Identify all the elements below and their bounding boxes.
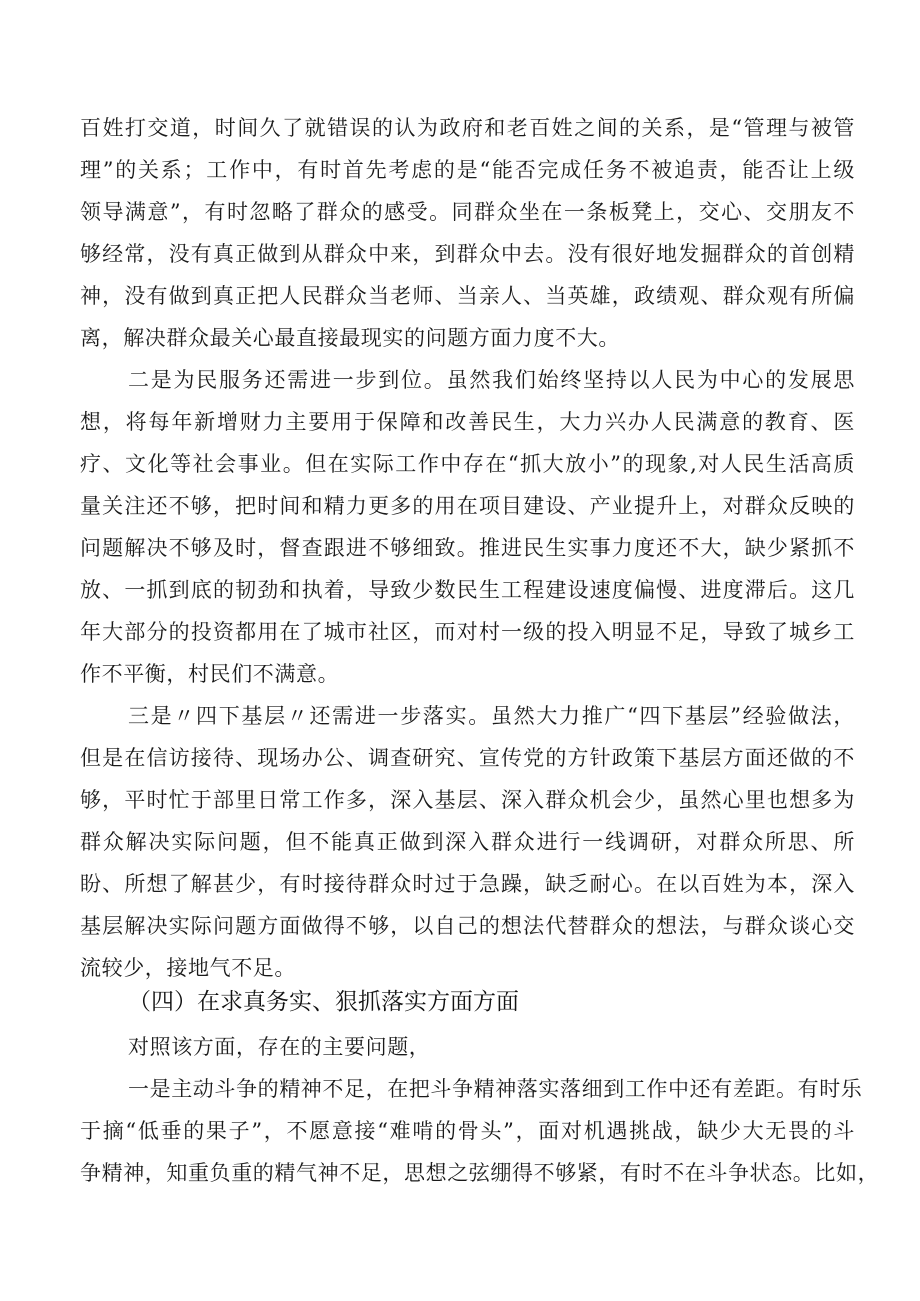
text-line: 基层解决实际问题方面做得不够，以自己的想法代替群众的想法，与群众谈心交 (80, 914, 855, 938)
text-line: 够，平时忙于部里日常工作多，深入基层、深入群众机会少，虽然心里也想多为 (80, 788, 855, 812)
section-heading: （四）在求真务实、狠抓落实方面方面 (128, 989, 519, 1015)
text-line: 群众解决实际问题，但不能真正做到深入群众进行一线调研，对群众所思、所 (80, 830, 855, 854)
text-line: 够经常，没有真正做到从群众中来，到群众中去。没有很好地发掘群众的首创精 (80, 242, 855, 266)
text-line: 流较少，接地气不足。 (80, 956, 296, 980)
text-line: 二是为民服务还需进一步到位。虽然我们始终坚持以人民为中心的发展思 (128, 368, 855, 392)
text-line: 问题解决不够及时，督查跟进不够细致。推进民生实事力度还不大，缺少紧抓不 (80, 536, 855, 560)
text-line: 一是主动斗争的精神不足，在把斗争精神落实落细到工作中还有差距。有时乐 (128, 1077, 863, 1101)
text-line: 盼、所想了解甚少，有时接待群众时过于急躁，缺乏耐心。在以百姓为本，深入 (80, 872, 855, 896)
text-line: 神，没有做到真正把人民群众当老师、当亲人、当英雄，政绩观、群众观有所偏 (80, 284, 855, 308)
text-line: 量关注还不够，把时间和精力更多的用在项目建设、产业提升上，对群众反映的 (80, 494, 855, 518)
text-line: 对照该方面，存在的主要问题， (128, 1035, 431, 1059)
text-line: 百姓打交道，时间久了就错误的认为政府和老百姓之间的关系，是“管理与被管 (80, 116, 855, 140)
text-line: 三是〃四下基层〃还需进一步落实。虽然大力推广“四下基层”经验做法， (128, 704, 855, 728)
text-line: 理”的关系；工作中，有时首先考虑的是“能否完成任务不被追责，能否让上级 (80, 158, 855, 182)
text-line: 于摘“低垂的果子”，不愿意接“难啃的骨头”，面对机遇挑战，缺少大无畏的斗 (80, 1119, 855, 1143)
text-line: 领导满意”，有时忽略了群众的感受。同群众坐在一条板凳上，交心、交朋友不 (80, 200, 855, 224)
text-line: 想，将每年新增财力主要用于保障和改善民生，大力兴办人民满意的教育、医 (80, 410, 855, 434)
text-line: 年大部分的投资都用在了城市社区，而对村一级的投入明显不足，导致了城乡工 (80, 620, 855, 644)
text-line: 争精神，知重负重的精气神不足，思想之弦绷得不够紧，有时不在斗争状态。比如， (80, 1161, 880, 1185)
text-line: 放、一抓到底的韧劲和执着，导致少数民生工程建设速度偏慢、进度滞后。这几 (80, 578, 855, 602)
text-line: 离，解决群众最关心最直接最现实的问题方面力度不大。 (80, 326, 620, 350)
text-line: 但是在信访接待、现场办公、调查研究、宣传党的方针政策下基层方面还做的不 (80, 746, 855, 770)
text-line: 疗、文化等社会事业。但在实际工作中存在“抓大放小”的现象,对人民生活高质 (80, 452, 855, 476)
text-line: 作不平衡，村民们不满意。 (80, 662, 340, 686)
